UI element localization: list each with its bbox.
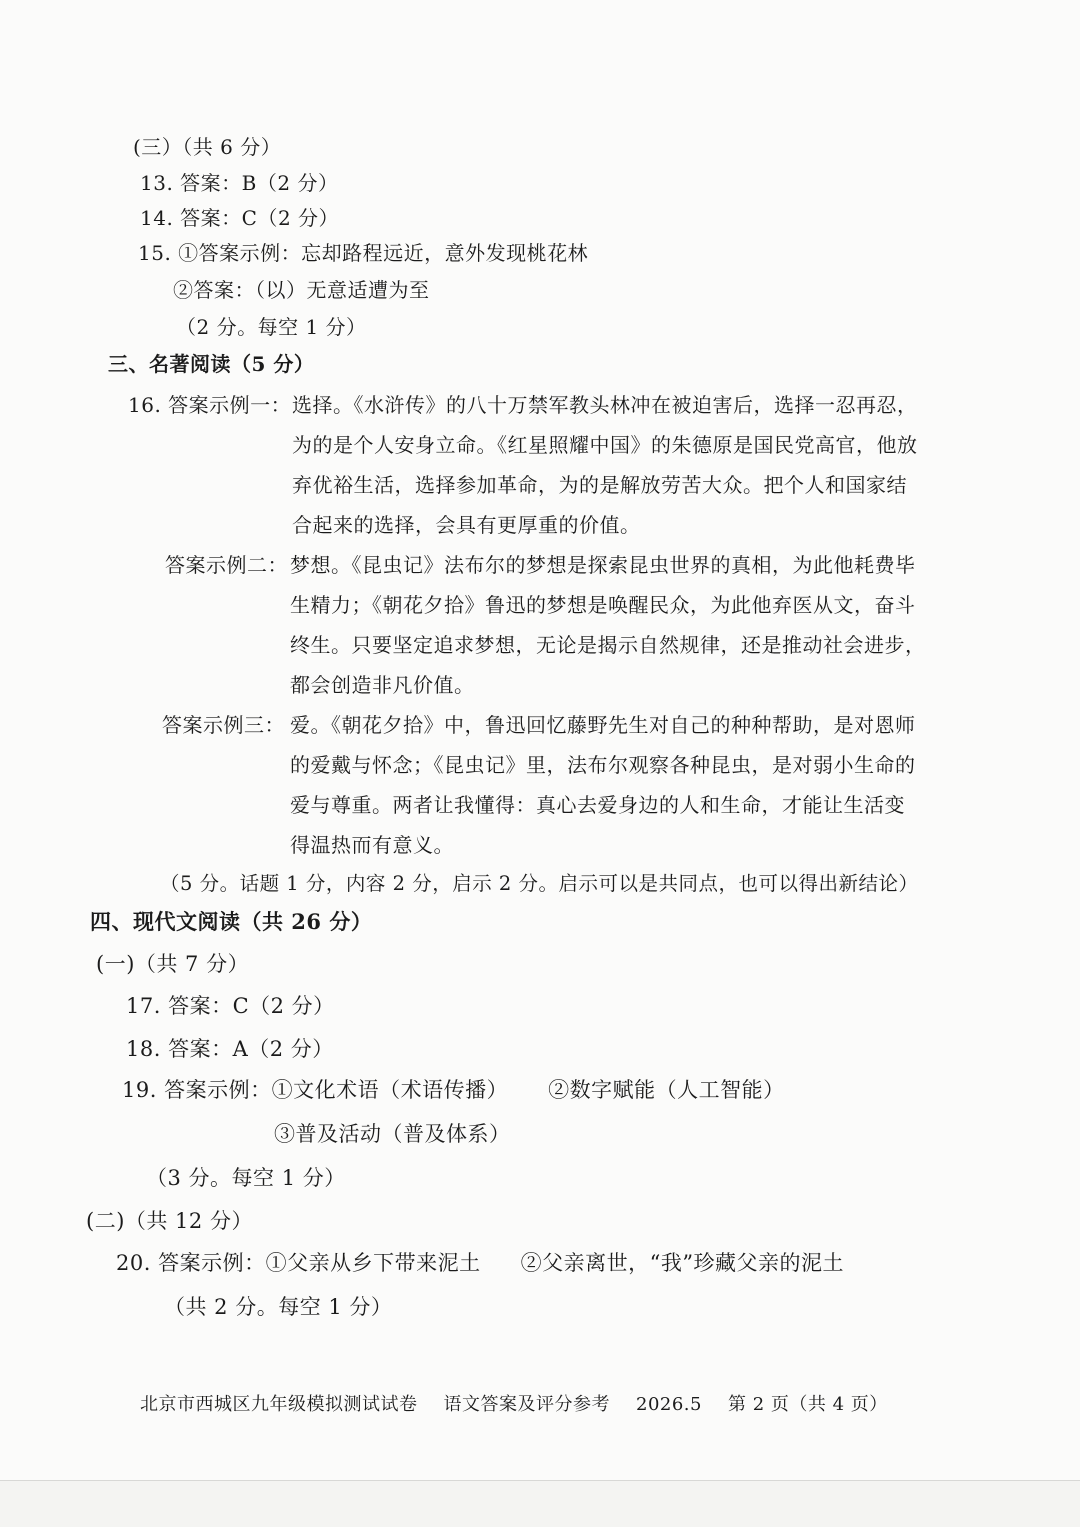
answer-16-example-3-label: 答案示例三： <box>162 713 285 737</box>
answer-16-example-1-label: 16. 答案示例一： <box>128 393 292 417</box>
footer-subject: 语文答案及评分参考 <box>443 1394 610 1415</box>
answer-18: 18. 答案：A（2 分） <box>126 1037 334 1061</box>
answer-20-item-2: ②父亲离世，“我”珍藏父亲的泥土 <box>520 1251 845 1275</box>
footer-date: 2026.5 <box>636 1394 702 1415</box>
subsection-heading-3: (三）（共 6 分） <box>133 135 282 159</box>
text-line: 为的是个人安身立命。《红星照耀中国》的朱德原是国民党高官，他放 <box>292 433 918 457</box>
text-line: 得温热而有意义。 <box>290 833 454 857</box>
answer-13: 13. 答案：B（2 分） <box>140 171 339 195</box>
answer-14: 14. 答案：C（2 分） <box>140 206 340 230</box>
answer-19-label: 19. 答案示例： <box>122 1078 272 1102</box>
answer-16-example-1-text <box>292 385 918 545</box>
answer-16-example-2-text <box>290 545 926 705</box>
answer-15-part2: ②答案：（以）无意适遭为至 <box>173 278 430 302</box>
answer-19-score: （3 分。每空 1 分） <box>146 1166 346 1190</box>
footer-exam-title: 北京市西城区九年级模拟测试试卷 <box>140 1394 418 1415</box>
text-line: 终生。只要坚定追求梦想，无论是揭示自然规律，还是推动社会进步， <box>290 633 926 657</box>
answer-19-item-1: ①文化术语（术语传播） <box>271 1078 509 1102</box>
answer-20-label: 20. 答案示例： <box>116 1251 266 1275</box>
text-line: 合起来的选择，会具有更厚重的价值。 <box>292 513 641 537</box>
text-line: 都会创造非凡价值。 <box>290 673 475 697</box>
subsection-heading-2: (二)（共 12 分） <box>86 1209 253 1233</box>
text-line: 选择。《水浒传》的八十万禁军教头林冲在被迫害后，选择一忍再忍， <box>292 393 918 417</box>
answer-19-item-3: ③普及活动（普及体系） <box>274 1122 511 1146</box>
answer-19-line1 <box>122 1076 785 1104</box>
text-line: 梦想。《昆虫记》法布尔的梦想是探索昆虫世界的真相，为此他耗费毕 <box>290 553 916 577</box>
answer-20-item-1: ①父亲从乡下带来泥土 <box>265 1251 481 1275</box>
answer-20-line1 <box>116 1249 844 1277</box>
answer-16-example-3-text <box>290 705 916 865</box>
text-line: 的爱戴与怀念；《昆虫记》里，法布尔观察各种昆虫，是对弱小生命的 <box>290 753 916 777</box>
footer-page-number: 第 2 页（共 4 页） <box>727 1394 888 1415</box>
answer-17: 17. 答案：C（2 分） <box>126 994 335 1018</box>
answer-19-item-2: ②数字赋能（人工智能） <box>548 1078 785 1102</box>
answer-20-score: （共 2 分。每空 1 分） <box>164 1295 393 1319</box>
section-heading-classics: 三、名著阅读（5 分） <box>108 352 315 376</box>
text-line: 爱。《朝花夕拾》中，鲁迅回忆藤野先生对自己的种种帮助，是对恩师 <box>290 713 916 737</box>
text-line: 生精力；《朝花夕拾》鲁迅的梦想是唤醒民众，为此他弃医从文，奋斗 <box>290 593 916 617</box>
text-line: 弃优裕生活，选择参加革命，为的是解放劳苦大众。把个人和国家结 <box>292 473 907 497</box>
answer-15-score: （2 分。每空 1 分） <box>176 315 367 339</box>
section-heading-modern: 四、现代文阅读（共 26 分） <box>90 909 373 934</box>
text-line: 爱与尊重。两者让我懂得：真心去爱身边的人和生命，才能让生活变 <box>290 793 905 817</box>
page-footer <box>140 1392 914 1418</box>
subsection-heading-1: (一)（共 7 分） <box>96 952 250 976</box>
answer-16-score: （5 分。话题 1 分，内容 2 分，启示 2 分。启示可以是共同点，也可以得出新结论） <box>160 872 919 895</box>
answer-16-example-2-label: 答案示例二： <box>165 553 288 577</box>
answer-15-part1: 15. ①答案示例：忘却路程远近，意外发现桃花林 <box>138 241 589 265</box>
